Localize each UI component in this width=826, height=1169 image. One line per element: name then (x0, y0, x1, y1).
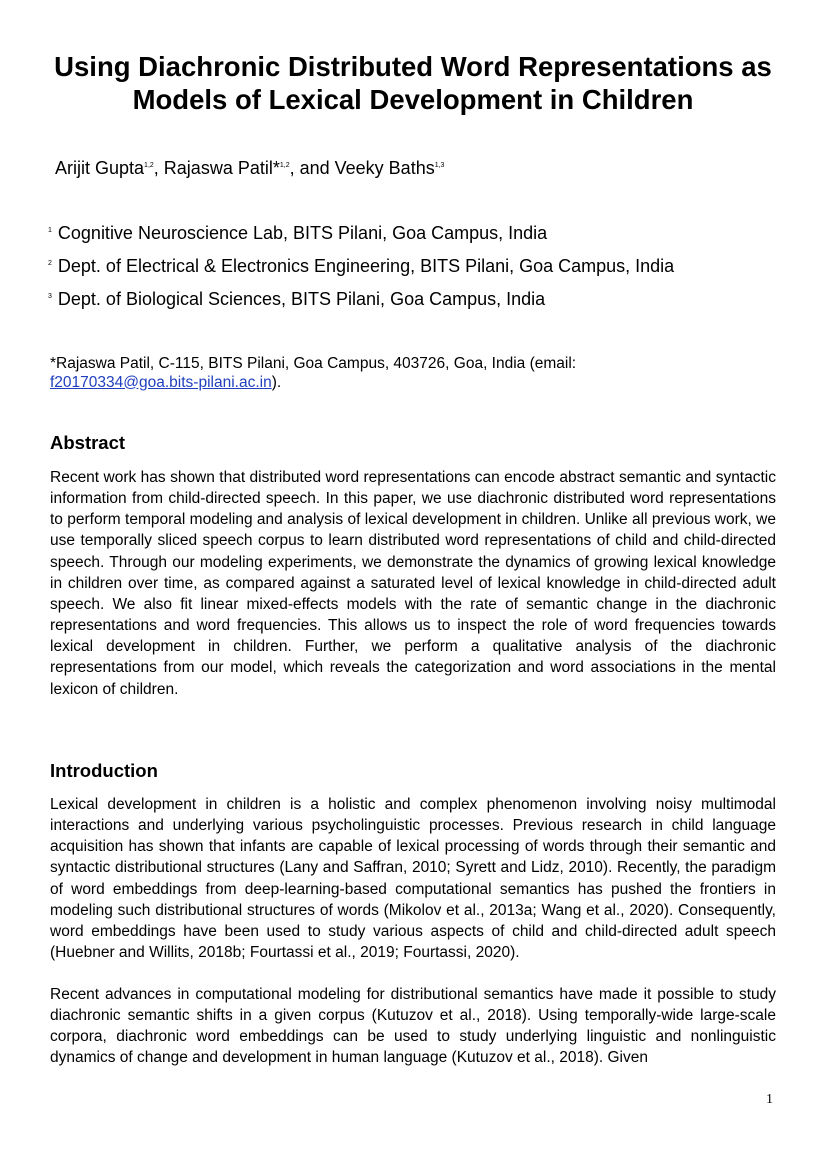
affiliation-text: Cognitive Neuroscience Lab, BITS Pilani, Goa Campus, India (57, 223, 548, 243)
email-link[interactable]: f20170334@goa.bits-pilani.ac.in (50, 373, 272, 391)
correspondence-note (50, 355, 776, 392)
affiliation (48, 222, 547, 244)
abstract-heading: Abstract (50, 432, 126, 453)
introduction-paragraph: Recent advances in computational modeling for distributional semantics have made it possible to study diachronic semantic shifts in a given corpus (Kutuzov et al., 2018). Using temporally-wide large-scale corpora, diachronic word embeddings can be used to study underlying linguistic and nonlinguistic dynamics of change and development in human language (Kutuzov et al., 2018). Given (50, 986, 776, 1067)
affiliation-number: 2 (48, 260, 52, 267)
introduction-paragraph: Lexical development in children is a holistic and complex phenomenon involving noisy multimodal interactions and underlying various psycholinguistic processes. Previous research in child language acquisition has shown that infants are capable of lexical processing of words through their semantic and syntactic distributional structures (Lany and Saffran, 2010; Syrett and Lidz, 2010). Recently, the paradigm of word embeddings from deep-learning-based computational semantics has pushed the frontiers in modeling such distributional structures of words (Mikolov et al., 2013a; Wang et al., 2020). Consequently, word embeddings have been used to study various aspects of child and child-directed adult speech (Huebner and Willits, 2018b; Fourtassi et al., 2019; Fourtassi, 2020). (50, 796, 776, 962)
author-affiliation-marker: 1,3 (434, 162, 445, 169)
affiliation-number: 3 (48, 293, 52, 300)
correspondence-suffix: ). (271, 373, 282, 391)
abstract-text: Recent work has shown that distributed word representations can encode abstract semantic and syntactic information from child-directed speech. In this paper, we use diachronic distributed word representations to perform temporal modeling and analysis of lexical development in children. Unlike all previous work, we use temporally sliced speech corpus to learn distributed word representations of child and child-directed speech. Through our modeling experiments, we demonstrate the dynamics of growing lexical knowledge in children over time, as compared against a saturated level of lexical knowledge in child-directed adult speech. We also fit linear mixed-effects models with the rate of semantic change in the diachronic representations and word frequencies. This allows us to inspect the role of word frequencies towards lexical development in children. Further, we perform a qualitative analysis of the diachronic representations from our model, which reveals the categorization and word associations in the mental lexicon of children. (50, 469, 776, 698)
introduction-heading: Introduction (50, 760, 158, 781)
author-list (55, 157, 444, 179)
author-affiliation-marker: 1,2 (144, 162, 154, 169)
author-name: Rajaswa Patil* (163, 158, 280, 178)
affiliation-number: 1 (48, 227, 52, 234)
affiliation (48, 288, 545, 310)
affiliation (48, 255, 674, 277)
author-name: Veeky Baths (334, 158, 435, 178)
author-separator: , (153, 158, 164, 178)
author-separator: , and (289, 158, 335, 178)
affiliation-text: Dept. of Biological Sciences, BITS Pilani, Goa Campus, India (57, 289, 546, 309)
correspondence-address: *Rajaswa Patil, C-115, BITS Pilani, Goa Campus, 403726, Goa, India (email: (50, 355, 577, 372)
paper-title: Using Diachronic Distributed Word Representations as Models of Lexical Development in Children (54, 51, 772, 115)
affiliation-text: Dept. of Electrical & Electronics Engineering, BITS Pilani, Goa Campus, India (57, 256, 675, 276)
page-number: 1 (766, 1092, 773, 1107)
author-name: Arijit Gupta (55, 158, 145, 178)
author-affiliation-marker: 1,2 (279, 162, 290, 169)
